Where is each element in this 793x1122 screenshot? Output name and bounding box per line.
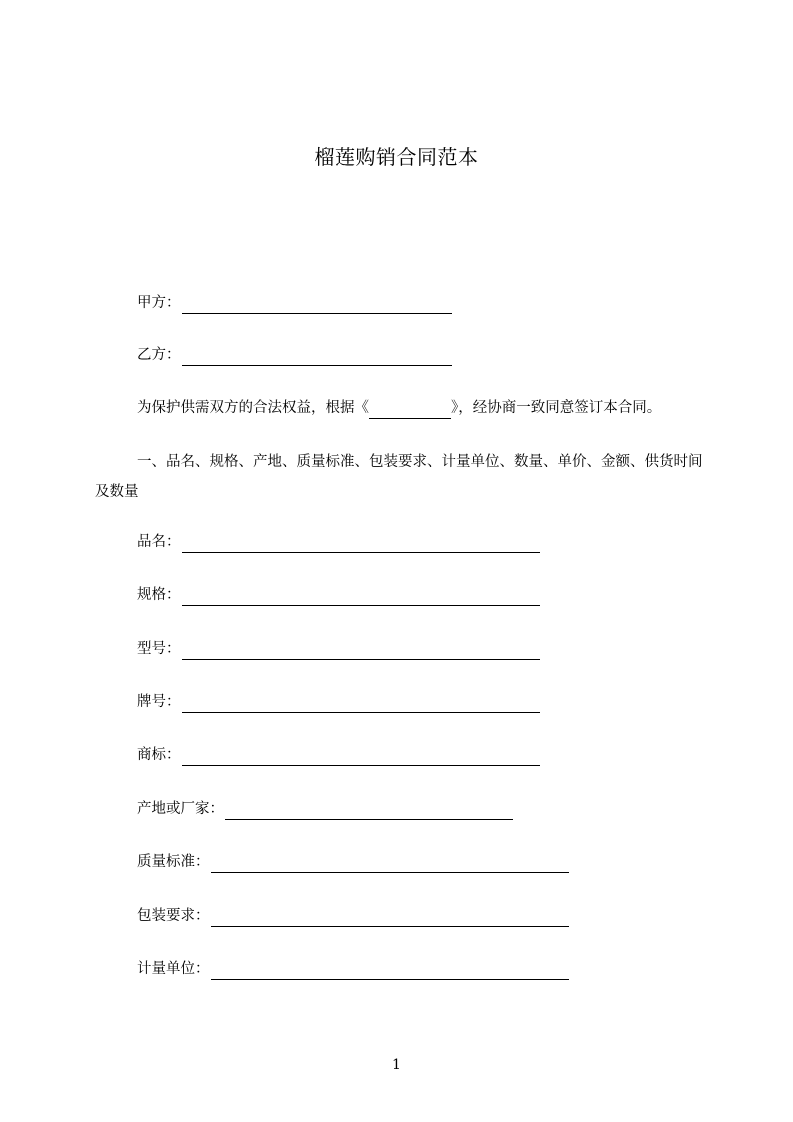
- party-a-blank[interactable]: [182, 296, 452, 314]
- specification-blank[interactable]: [182, 588, 540, 606]
- unit-field: [137, 958, 569, 980]
- specification-label: 规格：: [137, 587, 181, 603]
- origin-blank[interactable]: [225, 802, 513, 820]
- product-name-field: [137, 531, 540, 553]
- brand-label: 牌号：: [137, 694, 181, 710]
- product-name-label: 品名：: [137, 534, 181, 550]
- quality-standard-blank[interactable]: [211, 855, 569, 873]
- packaging-label: 包装要求：: [137, 908, 210, 924]
- model-label: 型号：: [137, 641, 181, 657]
- party-b-field: [137, 344, 452, 366]
- preamble-text-before: 为保护供需双方的合法权益，根据《: [137, 400, 369, 416]
- model-field: [137, 638, 540, 660]
- trademark-blank[interactable]: [182, 748, 540, 766]
- origin-label: 产地或厂家：: [137, 801, 224, 817]
- trademark-field: [137, 744, 540, 766]
- document-title: 榴莲购销合同范本: [314, 145, 479, 169]
- page-number: 1: [392, 1057, 401, 1073]
- brand-blank[interactable]: [182, 695, 540, 713]
- party-b-blank[interactable]: [182, 348, 452, 366]
- origin-field: [137, 798, 513, 820]
- product-name-blank[interactable]: [182, 535, 540, 553]
- quality-standard-field: [137, 851, 569, 873]
- law-reference-blank[interactable]: [369, 402, 451, 419]
- section-1-heading: [95, 447, 705, 507]
- party-a-field: [137, 292, 452, 314]
- specification-field: [137, 584, 540, 606]
- quality-standard-label: 质量标准：: [137, 854, 210, 870]
- preamble-text-after: 》，经协商一致同意签订本合同。: [451, 400, 662, 416]
- trademark-label: 商标：: [137, 747, 181, 763]
- preamble-paragraph: [137, 397, 661, 419]
- section-1-heading-text: 一、品名、规格、产地、质量标准、包装要求、计量单位、数量、单价、金额、供货时间及数量: [95, 454, 703, 500]
- packaging-field: [137, 905, 569, 927]
- unit-label: 计量单位：: [137, 961, 210, 977]
- packaging-blank[interactable]: [211, 909, 569, 927]
- brand-field: [137, 691, 540, 713]
- unit-blank[interactable]: [211, 962, 569, 980]
- model-blank[interactable]: [182, 642, 540, 660]
- party-b-label: 乙方：: [137, 347, 181, 363]
- party-a-label: 甲方：: [137, 295, 181, 311]
